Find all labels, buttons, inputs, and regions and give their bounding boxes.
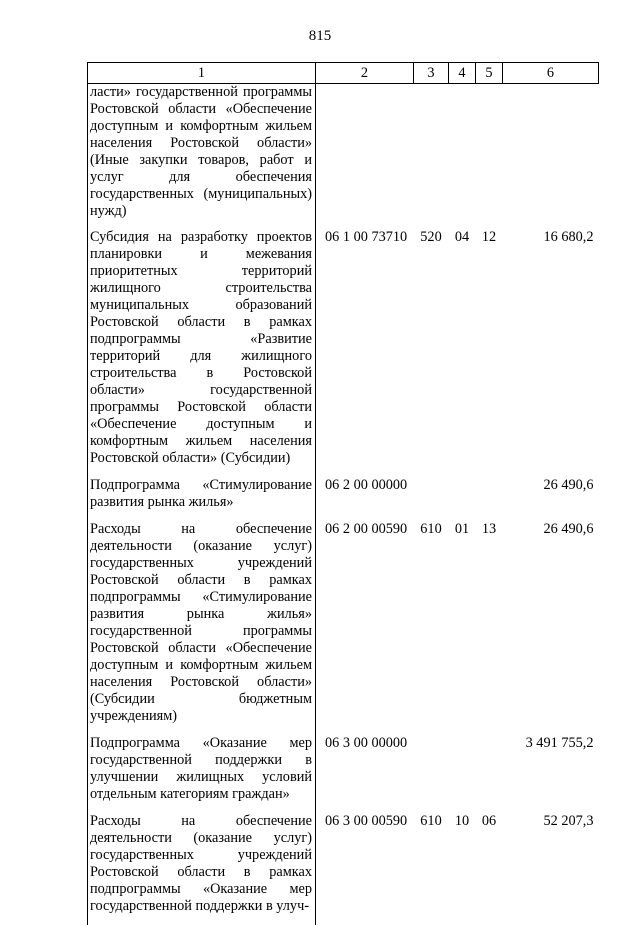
row-amount: 26 490,6 [543, 477, 594, 493]
table-row [88, 735, 599, 813]
row-amount: 16 680,2 [543, 229, 594, 245]
row-description: Расходы на обеспечение деятельности (оказание услуг) государственных учреждений Ростовской области в рамках подпрограммы «Стимулирование развития рынка жилья» государственной программы Ростовской области «Обеспечение доступным и комфортным жильем населения Ростовской области» (Субсидии бюджетным учреждениям) [88, 521, 316, 735]
column-header: 4 [449, 63, 476, 84]
row-amount [503, 84, 599, 230]
table-row [88, 521, 599, 735]
row-description: Субсидия на разработку проектов планировки и межевания приоритетных территорий жилищного строительства муниципальных образований Ростовской области в рамках подпрограммы «Развитие территорий для жилищного строительства в Ростовской области» государственной программы Ростовской области «Обеспечение доступным и комфортным жильем населения Ростовской области» (Субсидии) [88, 229, 316, 477]
row-amount: 26 490,6 [543, 521, 594, 537]
row-amount: 3 491 755,2 [525, 735, 594, 751]
row-description: Подпрограмма «Стимулирование развития рынка жилья» [88, 477, 316, 521]
row-expense-type [414, 477, 449, 521]
row-expense-type [414, 84, 449, 230]
row-subsection [476, 84, 503, 230]
column-header: 1 [88, 63, 316, 84]
row-description: ласти» государственной программы Ростовской области «Обеспечение доступным и комфортным жильем населения Ростовской области» (Иные закупки товаров, работ и услуг для обеспечения государственных (муниципальных) нужд) [88, 84, 316, 230]
row-expense-type: 610 [420, 521, 442, 537]
row-subsection [476, 477, 503, 521]
row-section [449, 477, 476, 521]
table-row [88, 84, 599, 230]
row-subsection: 06 [481, 813, 497, 829]
row-section [449, 84, 476, 230]
row-section: 01 [454, 521, 470, 537]
row-subsection: 13 [481, 521, 497, 537]
column-header: 2 [316, 63, 414, 84]
budget-table [87, 62, 599, 925]
row-description: Подпрограмма «Оказание мер государственной поддержки в улучшении жилищных условий отдельным категориям граждан» [88, 735, 316, 813]
column-header: 3 [414, 63, 449, 84]
row-section [449, 735, 476, 813]
row-expense-type: 610 [420, 813, 442, 829]
row-code: 06 1 00 73710 [325, 229, 408, 245]
row-code: 06 2 00 00000 [325, 477, 408, 493]
row-expense-type: 520 [420, 229, 442, 245]
page-number: 815 [308, 28, 332, 44]
row-amount: 52 207,3 [543, 813, 594, 829]
row-code: 06 2 00 00590 [325, 521, 408, 537]
row-description: Расходы на обеспечение деятельности (оказание услуг) государственных учреждений Ростовской области в рамках подпрограммы «Оказание мер государственной поддержки в улуч- [88, 813, 316, 925]
row-code [316, 84, 414, 230]
column-header: 5 [476, 63, 503, 84]
row-expense-type [414, 735, 449, 813]
row-section: 04 [454, 229, 470, 245]
row-code: 06 3 00 00590 [325, 813, 408, 829]
row-code: 06 3 00 00000 [325, 735, 408, 751]
table-header-row [88, 63, 599, 84]
row-subsection [476, 735, 503, 813]
column-header: 6 [503, 63, 599, 84]
row-subsection: 12 [481, 229, 497, 245]
table-row [88, 477, 599, 521]
table-row [88, 813, 599, 925]
row-section: 10 [454, 813, 470, 829]
table-row [88, 229, 599, 477]
